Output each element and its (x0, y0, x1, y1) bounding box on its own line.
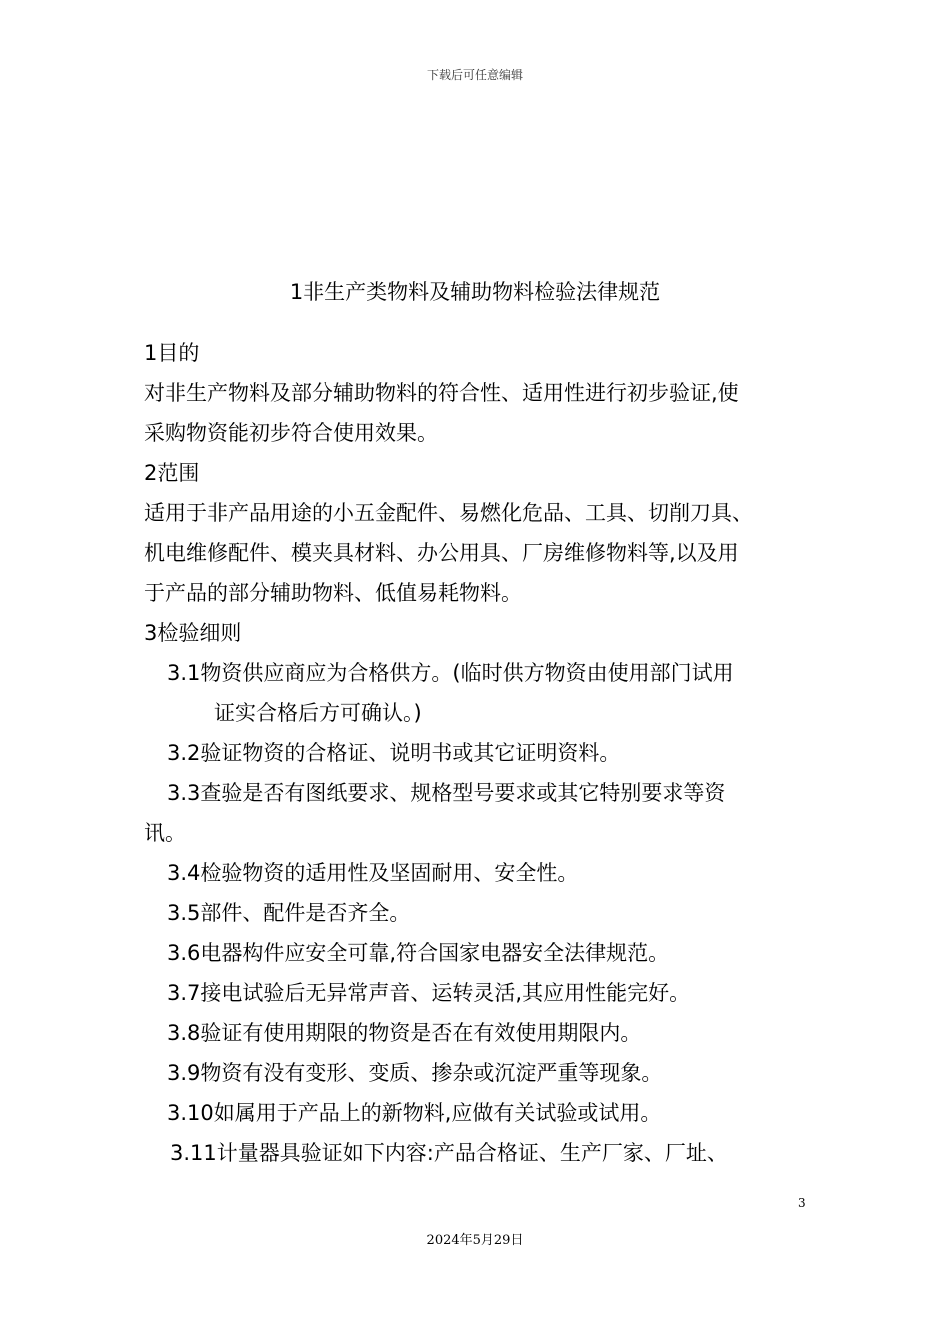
page-number: 3 (798, 1196, 806, 1210)
paragraph-line: 采购物资能初步符合使用效果。 (144, 421, 438, 445)
section-purpose-paragraph (144, 373, 824, 453)
rule-item-3-5: 3.5部件、配件是否齐全。 (167, 901, 411, 925)
footer-date: 2024年5月29日 (426, 1233, 524, 1248)
rule-item-3-3-continued: 讯。 (144, 821, 186, 845)
header-note: 下载后可任意编辑 (426, 68, 523, 82)
rule-item-3-8: 3.8验证有使用期限的物资是否在有效使用期限内。 (167, 1021, 642, 1045)
rule-item-3-1: 3.1物资供应商应为合格供方。(临时供方物资由使用部门试用 (167, 661, 734, 685)
paragraph-line: 机电维修配件、模夹具材料、办公用具、厂房维修物料等,以及用 (144, 541, 739, 565)
paragraph-line: 适用于非产品用途的小五金配件、易燃化危品、工具、切削刀具、 (144, 501, 753, 525)
paragraph-line: 对非生产物料及部分辅助物料的符合性、适用性进行初步验证,使 (144, 381, 739, 405)
paragraph-line: 于产品的部分辅助物料、低值易耗物料。 (144, 581, 522, 605)
rule-item-3-9: 3.9物资有没有变形、变质、掺杂或沉淀严重等现象。 (167, 1061, 663, 1085)
section-heading-scope: 2范围 (144, 461, 200, 485)
rule-item-3-11: 3.11计量器具验证如下内容:产品合格证、生产厂家、厂址、 (170, 1141, 728, 1165)
rule-item-3-6: 3.6电器构件应安全可靠,符合国家电器安全法律规范。 (167, 941, 670, 965)
rule-item-3-10: 3.10如属用于产品上的新物料,应做有关试验或试用。 (167, 1101, 662, 1125)
rule-item-3-4: 3.4检验物资的适用性及坚固耐用、安全性。 (167, 861, 579, 885)
document-body (144, 333, 824, 1173)
inspection-rules-list (144, 653, 824, 1173)
rule-item-3-1-continued: 证实合格后方可确认。) (214, 701, 422, 725)
rule-item-3-7: 3.7接电试验后无异常声音、运转灵活,其应用性能完好。 (167, 981, 691, 1005)
section-heading-purpose: 1目的 (144, 341, 200, 365)
rule-item-3-2: 3.2验证物资的合格证、说明书或其它证明资料。 (167, 741, 621, 765)
section-heading-inspection-rules: 3检验细则 (144, 621, 242, 645)
rule-item-3-3: 3.3查验是否有图纸要求、规格型号要求或其它特别要求等资 (167, 781, 726, 805)
document-title: 1非生产类物料及辅助物料检验法律规范 (289, 280, 661, 304)
section-scope-paragraph (144, 493, 824, 613)
